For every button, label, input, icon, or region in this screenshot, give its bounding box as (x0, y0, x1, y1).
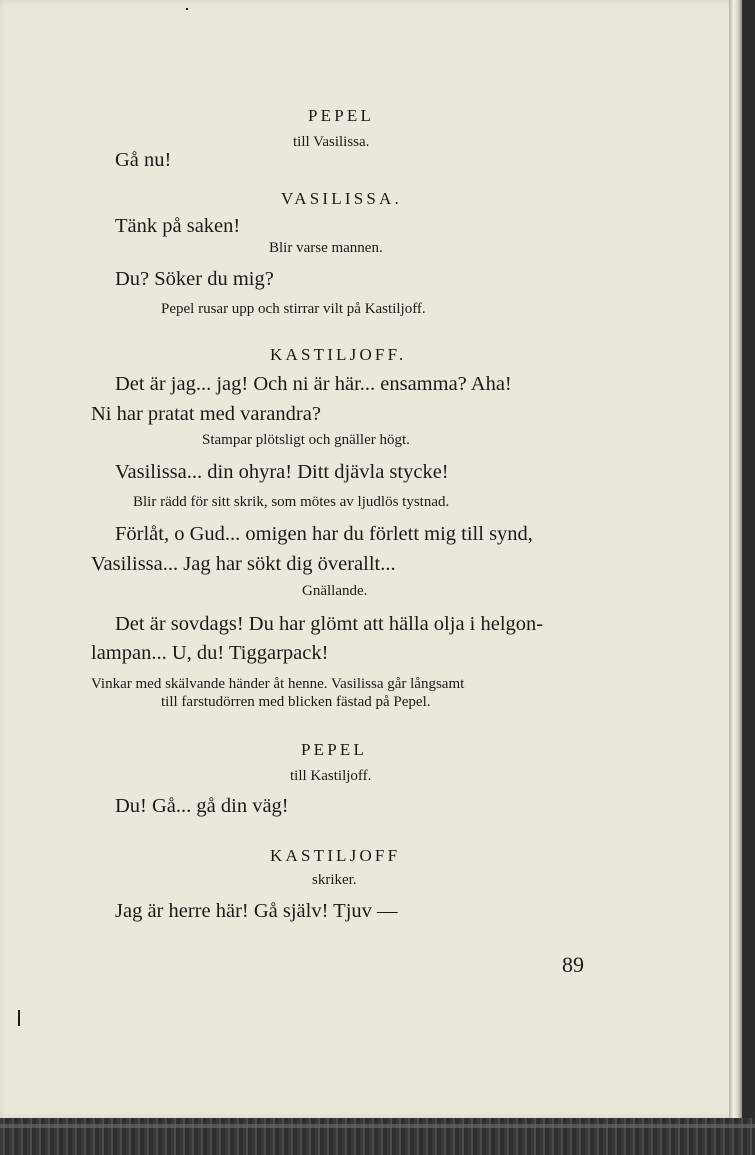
dialogue-line: Det är jag... jag! Och ni är här... ensamma? Aha! (115, 373, 512, 395)
speaker-name: PEPEL (301, 740, 368, 759)
page-edge (729, 0, 742, 1122)
dialogue-line: Jag är herre här! Gå själv! Tjuv — (115, 900, 398, 922)
speaker-name: PEPEL (308, 106, 375, 125)
stage-direction: till Vasilissa. (293, 134, 370, 150)
margin-mark (18, 1010, 20, 1026)
stage-direction: Pepel rusar upp och stirrar vilt på Kastiljoff. (161, 301, 426, 317)
stage-direction: skriker. (312, 872, 357, 888)
dialogue-line: Det är sovdags! Du har glömt att hälla olja i helgon- (115, 613, 544, 635)
dialogue-line: Ni har pratat med varandra? (91, 403, 321, 425)
stage-direction: till farstudörren med blicken fästad på Pepel. (161, 694, 431, 710)
stage-direction: Vinkar med skälvande händer åt henne. Vasilissa går långsamt (91, 676, 465, 692)
scan-bottom-edge (0, 1118, 755, 1155)
dialogue-line: Du! Gå... gå din väg! (115, 795, 289, 817)
dialogue-line: Gå nu! (115, 149, 172, 171)
stage-direction: till Kastiljoff. (290, 768, 372, 784)
dialogue-line: Förlåt, o Gud... omigen har du förlett mig till synd, (115, 523, 533, 545)
print-speck (186, 8, 188, 10)
stage-direction: Blir varse mannen. (269, 240, 383, 256)
speaker-name: VASILISSA. (281, 189, 402, 208)
stage-direction: Stampar plötsligt och gnäller högt. (202, 432, 410, 448)
dialogue-line: Vasilissa... Jag har sökt dig överallt... (91, 553, 396, 575)
dialogue-line: Vasilissa... din ohyra! Ditt djävla stycke! (115, 461, 449, 483)
speaker-name: KASTILJOFF (270, 846, 401, 865)
stage-direction: Blir rädd för sitt skrik, som mötes av ljudlös tystnad. (133, 494, 450, 510)
stage-direction: Gnällande. (302, 583, 368, 599)
dialogue-line: Tänk på saken! (115, 215, 241, 237)
speaker-name: KASTILJOFF. (270, 345, 407, 364)
scan-band (0, 1124, 755, 1128)
page-number: 89 (562, 952, 584, 977)
dialogue-line: Du? Söker du mig? (115, 268, 274, 290)
dialogue-line: lampan... U, du! Tiggarpack! (91, 642, 329, 664)
